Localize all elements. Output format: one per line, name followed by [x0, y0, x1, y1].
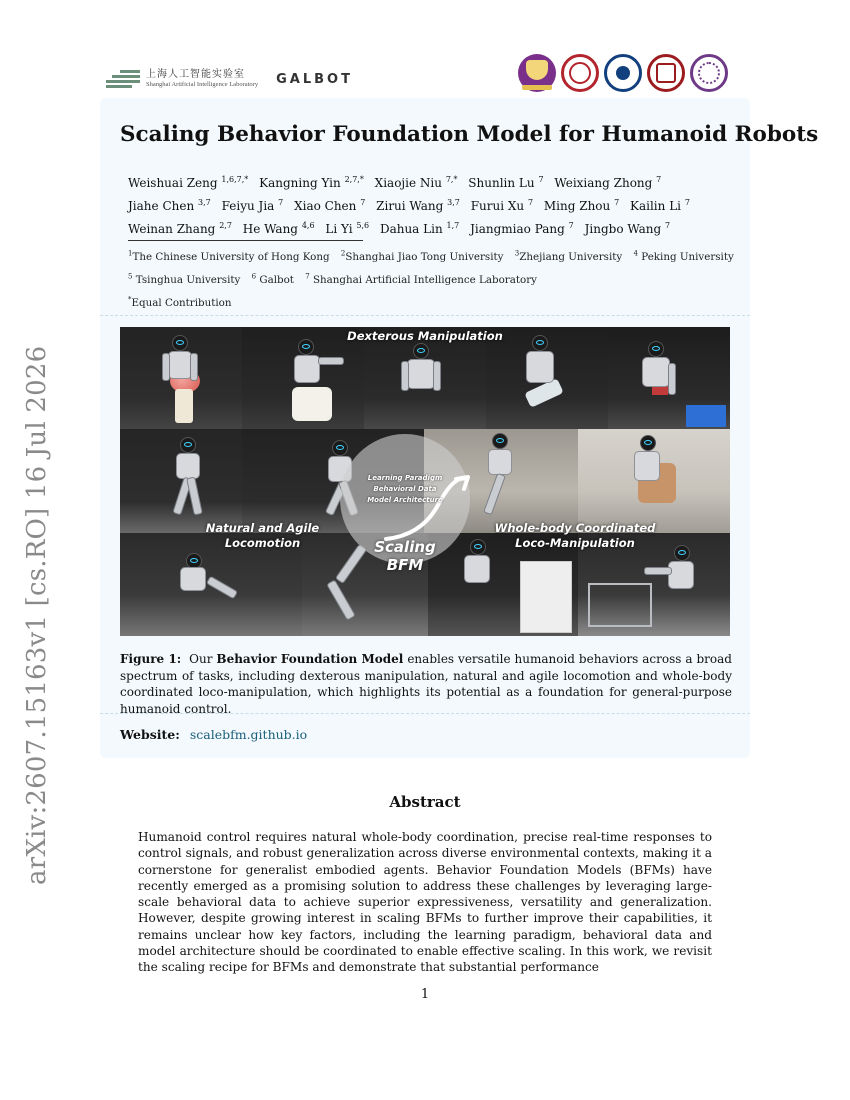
- author: Shunlin Lu $^7$: [468, 175, 544, 190]
- author-line-2: [128, 193, 738, 216]
- author: Xiaojie Niu $^{7,*}$: [374, 175, 458, 190]
- thu-seal-icon: [690, 54, 728, 92]
- circle-factors: Learning Paradigm Behavioral Data Model Architecture: [367, 474, 443, 504]
- affiliation: $^4$ Peking University: [633, 250, 734, 264]
- divider: [100, 315, 750, 316]
- author: Jiahe Chen $^{3,7}$: [128, 198, 211, 213]
- affiliation: $^3$Zhejiang University: [514, 250, 623, 264]
- cuhk-seal-icon: [518, 54, 556, 92]
- affiliation-list: [128, 245, 743, 314]
- sail-logo-en: Shanghai Artificial Intelligence Laboratory: [146, 81, 259, 88]
- author: Dahua Lin $^{1,7}$: [379, 221, 460, 236]
- author-list: [128, 170, 738, 239]
- author: Weixiang Zhong $^7$: [554, 175, 662, 190]
- author: Weishuai Zeng $^{1,6,7,*}$: [128, 175, 249, 190]
- abstract-heading: Abstract: [389, 793, 461, 811]
- paper-title: Scaling Behavior Foundation Model for Humanoid Robots: [120, 122, 819, 147]
- arxiv-identifier: arXiv:2607.15163v1 [cs.RO] 16 Jul 2026: [22, 345, 52, 885]
- label-locomotion: Natural and Agile Locomotion: [205, 521, 320, 550]
- sail-logo: [106, 70, 258, 89]
- scaling-bfm-label: Scaling BFM: [374, 538, 436, 574]
- author: Ming Zhou $^7$: [543, 198, 620, 213]
- university-seals: [518, 54, 728, 92]
- author: Zirui Wang $^{3,7}$: [376, 198, 460, 213]
- affiliation-rule: [128, 240, 363, 241]
- affiliation: $^2$Shanghai Jiao Tong University: [340, 250, 504, 264]
- sjtu-seal-icon: [561, 54, 599, 92]
- affiliation: $^1$The Chinese University of Hong Kong: [128, 250, 330, 264]
- sail-logo-cn: 上海人工智能实验室: [146, 69, 245, 80]
- sail-mark-icon: [106, 70, 140, 88]
- galbot-logo: GALBOT: [276, 71, 353, 87]
- figure-1-image: [120, 327, 730, 636]
- author: Kangning Yin $^{2,7,*}$: [259, 175, 364, 190]
- author: Jiangmiao Pang $^7$: [470, 221, 574, 236]
- affiliation: $^5$ Tsinghua University: [128, 272, 241, 287]
- author: He Wang $^{4,6}$: [242, 221, 315, 236]
- author-line-1: [128, 170, 738, 193]
- affiliation-line-3: [128, 291, 743, 314]
- affiliation-line-1: [128, 245, 743, 268]
- author: Xiao Chen $^7$: [294, 198, 366, 213]
- page-number: 1: [420, 987, 430, 1002]
- author: Jingbo Wang $^7$: [584, 221, 671, 236]
- affiliation: *Equal Contribution: [128, 295, 232, 310]
- author-line-3: [128, 216, 738, 239]
- label-dexterous-manipulation: Dexterous Manipulation: [347, 329, 503, 343]
- divider: [100, 713, 750, 714]
- author: Kailin Li $^7$: [630, 198, 690, 213]
- author: Li Yi $^{5,6}$: [325, 221, 370, 236]
- figure-caption: Figure 1: Our Behavior Foundation Model enables versatile humanoid behaviors across a broad spectrum of tasks, including dexterous manipulation, natural and agile locomotion and whole-body coordinated loco-manipulation, which highlights its potential as a foundation for general-purpose humanoid control.: [120, 652, 732, 716]
- author: Feiyu Jia $^7$: [221, 198, 284, 213]
- website-line: [120, 727, 307, 742]
- author: Weinan Zhang $^{2,7}$: [128, 221, 232, 236]
- header-logos-left: [106, 70, 353, 89]
- abstract-body: Humanoid control requires natural whole-body coordination, precise real-time responses to control signals, and robust generalization across diverse environmental contexts, making it a cornerstone for generalist embodied agents. Behavior Foundation Models (BFMs) have recently emerged as a promising solution to address these challenges by leveraging large-scale behavioral data to achieve superior expressiveness, versatility and generalization. However, despite growing interest in scaling BFMs to further improve their capabilities, it remains unclear how key factors, including the learning paradigm, behavioral data and model architecture should be coordinated to enable effective scaling. In this work, we revisit the scaling recipe for BFMs and demonstrate that substantial performance: [138, 830, 712, 975]
- pku-seal-icon: [647, 54, 685, 92]
- author: Furui Xu $^7$: [470, 198, 534, 213]
- affiliation: $^7$ Shanghai Artificial Intelligence Laboratory: [305, 272, 537, 287]
- website-label: Website:: [120, 727, 180, 742]
- website-link[interactable]: scalebfm.github.io: [189, 727, 308, 742]
- affiliation: $^6$ Galbot: [251, 272, 294, 287]
- affiliation-line-2: [128, 268, 743, 291]
- label-loco-manipulation: Whole-body Coordinated Loco-Manipulation: [494, 521, 656, 550]
- zju-seal-icon: [604, 54, 642, 92]
